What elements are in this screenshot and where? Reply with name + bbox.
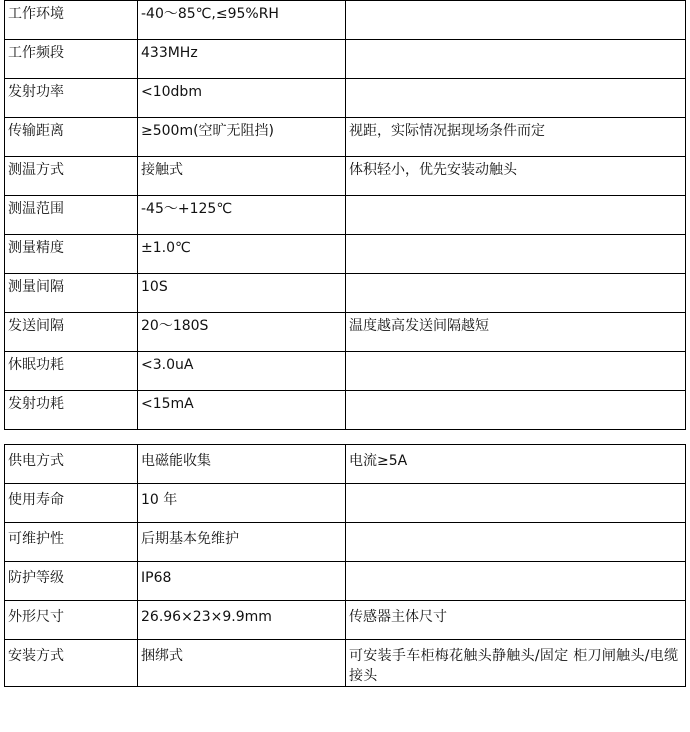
row-note xyxy=(346,352,686,391)
row-note xyxy=(346,391,686,430)
row-label: 测量间隔 xyxy=(5,274,138,313)
table-row xyxy=(5,40,686,79)
row-note xyxy=(346,562,686,601)
row-label: 工作环境 xyxy=(5,1,138,40)
table-row xyxy=(5,79,686,118)
row-label: 测量精度 xyxy=(5,235,138,274)
row-value: 电磁能收集 xyxy=(138,445,346,484)
table-row xyxy=(5,157,686,196)
row-value: <3.0uA xyxy=(138,352,346,391)
row-value: 后期基本免维护 xyxy=(138,523,346,562)
row-note xyxy=(346,235,686,274)
table-row xyxy=(5,523,686,562)
row-label: 安装方式 xyxy=(5,640,138,687)
row-value: 433MHz xyxy=(138,40,346,79)
row-label: 发送间隔 xyxy=(5,313,138,352)
row-value: 26.96×23×9.9mm xyxy=(138,601,346,640)
row-label: 防护等级 xyxy=(5,562,138,601)
table-row xyxy=(5,313,686,352)
row-value: 10 年 xyxy=(138,484,346,523)
table-row xyxy=(5,1,686,40)
row-note xyxy=(346,40,686,79)
row-note: 可安装手车柜梅花触头静触头/固定 柜刀闸触头/电缆接头 xyxy=(346,640,686,687)
row-note: 传感器主体尺寸 xyxy=(346,601,686,640)
row-label: 发射功率 xyxy=(5,79,138,118)
row-value: 接触式 xyxy=(138,157,346,196)
table-row xyxy=(5,601,686,640)
row-label: 外形尺寸 xyxy=(5,601,138,640)
row-note xyxy=(346,1,686,40)
row-value: -45～+125℃ xyxy=(138,196,346,235)
row-label: 传输距离 xyxy=(5,118,138,157)
row-value: IP68 xyxy=(138,562,346,601)
row-value: 捆绑式 xyxy=(138,640,346,687)
row-label: 使用寿命 xyxy=(5,484,138,523)
row-label: 工作频段 xyxy=(5,40,138,79)
row-note xyxy=(346,523,686,562)
table-row xyxy=(5,235,686,274)
row-value: <15mA xyxy=(138,391,346,430)
row-label: 可维护性 xyxy=(5,523,138,562)
row-note: 视距，实际情况据现场条件而定 xyxy=(346,118,686,157)
row-label: 休眠功耗 xyxy=(5,352,138,391)
table-row xyxy=(5,391,686,430)
row-value: ≥500m(空旷无阻挡) xyxy=(138,118,346,157)
row-note xyxy=(346,79,686,118)
table-row xyxy=(5,274,686,313)
row-label: 测温范围 xyxy=(5,196,138,235)
row-value: -40～85℃,≤95%RH xyxy=(138,1,346,40)
row-note: 温度越高发送间隔越短 xyxy=(346,313,686,352)
row-note xyxy=(346,196,686,235)
table-row xyxy=(5,352,686,391)
table-row xyxy=(5,640,686,687)
table-row xyxy=(5,196,686,235)
table-row xyxy=(5,562,686,601)
row-label: 测温方式 xyxy=(5,157,138,196)
row-note xyxy=(346,484,686,523)
row-note xyxy=(346,274,686,313)
spec-table-power xyxy=(4,444,686,687)
row-label: 发射功耗 xyxy=(5,391,138,430)
row-value: 20～180S xyxy=(138,313,346,352)
row-note: 体积轻小，优先安装动触头 xyxy=(346,157,686,196)
spec-table-radio xyxy=(4,0,686,430)
row-label: 供电方式 xyxy=(5,445,138,484)
table-row xyxy=(5,445,686,484)
table-row xyxy=(5,118,686,157)
table-row xyxy=(5,484,686,523)
row-value: ±1.0℃ xyxy=(138,235,346,274)
row-value: 10S xyxy=(138,274,346,313)
row-value: <10dbm xyxy=(138,79,346,118)
row-note: 电流≥5A xyxy=(346,445,686,484)
